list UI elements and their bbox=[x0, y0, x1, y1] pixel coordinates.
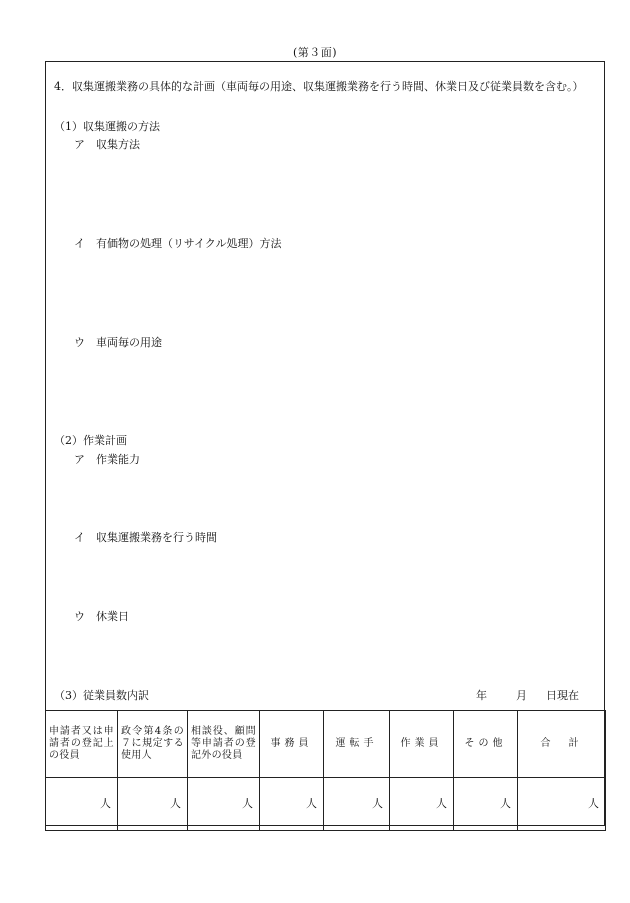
header-drivers: 運転手 bbox=[324, 711, 390, 778]
unit-cell: 人 bbox=[454, 778, 518, 831]
sub3-title-row bbox=[46, 687, 604, 705]
plan-form-frame bbox=[45, 61, 605, 826]
header-others: その他 bbox=[454, 711, 518, 778]
sub2-title: （2）作業計画 bbox=[54, 434, 127, 447]
work-capacity-label: ア 作業能力 bbox=[74, 453, 140, 466]
employee-table-value-row bbox=[46, 778, 606, 831]
sub3-title: （3）従業員数内訳 bbox=[54, 689, 149, 702]
unit-cell: 人 bbox=[390, 778, 454, 831]
year-label: 年 bbox=[476, 689, 487, 702]
unit-cell: 人 bbox=[188, 778, 260, 831]
header-applicant-officers: 申請者又は申請者の登記上の役員 bbox=[46, 711, 118, 778]
recycle-method-label: イ 有価物の処理（リサイクル処理）方法 bbox=[74, 237, 282, 250]
date-suffix-label: 日現在 bbox=[546, 689, 579, 702]
unit-cell: 人 bbox=[518, 778, 606, 831]
collection-method-label: ア 収集方法 bbox=[74, 138, 140, 151]
employee-table-header-row bbox=[46, 711, 606, 778]
unit-cell: 人 bbox=[46, 778, 118, 831]
header-workers: 作業員 bbox=[390, 711, 454, 778]
header-clerks: 事務員 bbox=[260, 711, 324, 778]
unit-cell: 人 bbox=[324, 778, 390, 831]
vehicle-usage-label: ウ 車両毎の用途 bbox=[74, 336, 162, 349]
header-advisors: 相談役、顧問等申請者の登記外の役員 bbox=[188, 711, 260, 778]
sub1-title: （1）収集運搬の方法 bbox=[54, 120, 160, 133]
header-ordinance-employees: 政令第4条の７に規定する使用人 bbox=[118, 711, 188, 778]
month-label: 月 bbox=[516, 689, 527, 702]
work-hours-label: イ 収集運搬業務を行う時間 bbox=[74, 531, 217, 544]
employee-count-table bbox=[45, 710, 606, 831]
section4-heading: 4．収集運搬業務の具体的な計画（車両毎の用途、収集運搬業務を行う時間、休業日及び従業員数を含む。） bbox=[54, 80, 584, 93]
unit-cell: 人 bbox=[260, 778, 324, 831]
unit-cell: 人 bbox=[118, 778, 188, 831]
holidays-label: ウ 休業日 bbox=[74, 610, 129, 623]
page-number-label: (第３面) bbox=[292, 46, 338, 59]
header-total: 合 計 bbox=[518, 711, 606, 778]
